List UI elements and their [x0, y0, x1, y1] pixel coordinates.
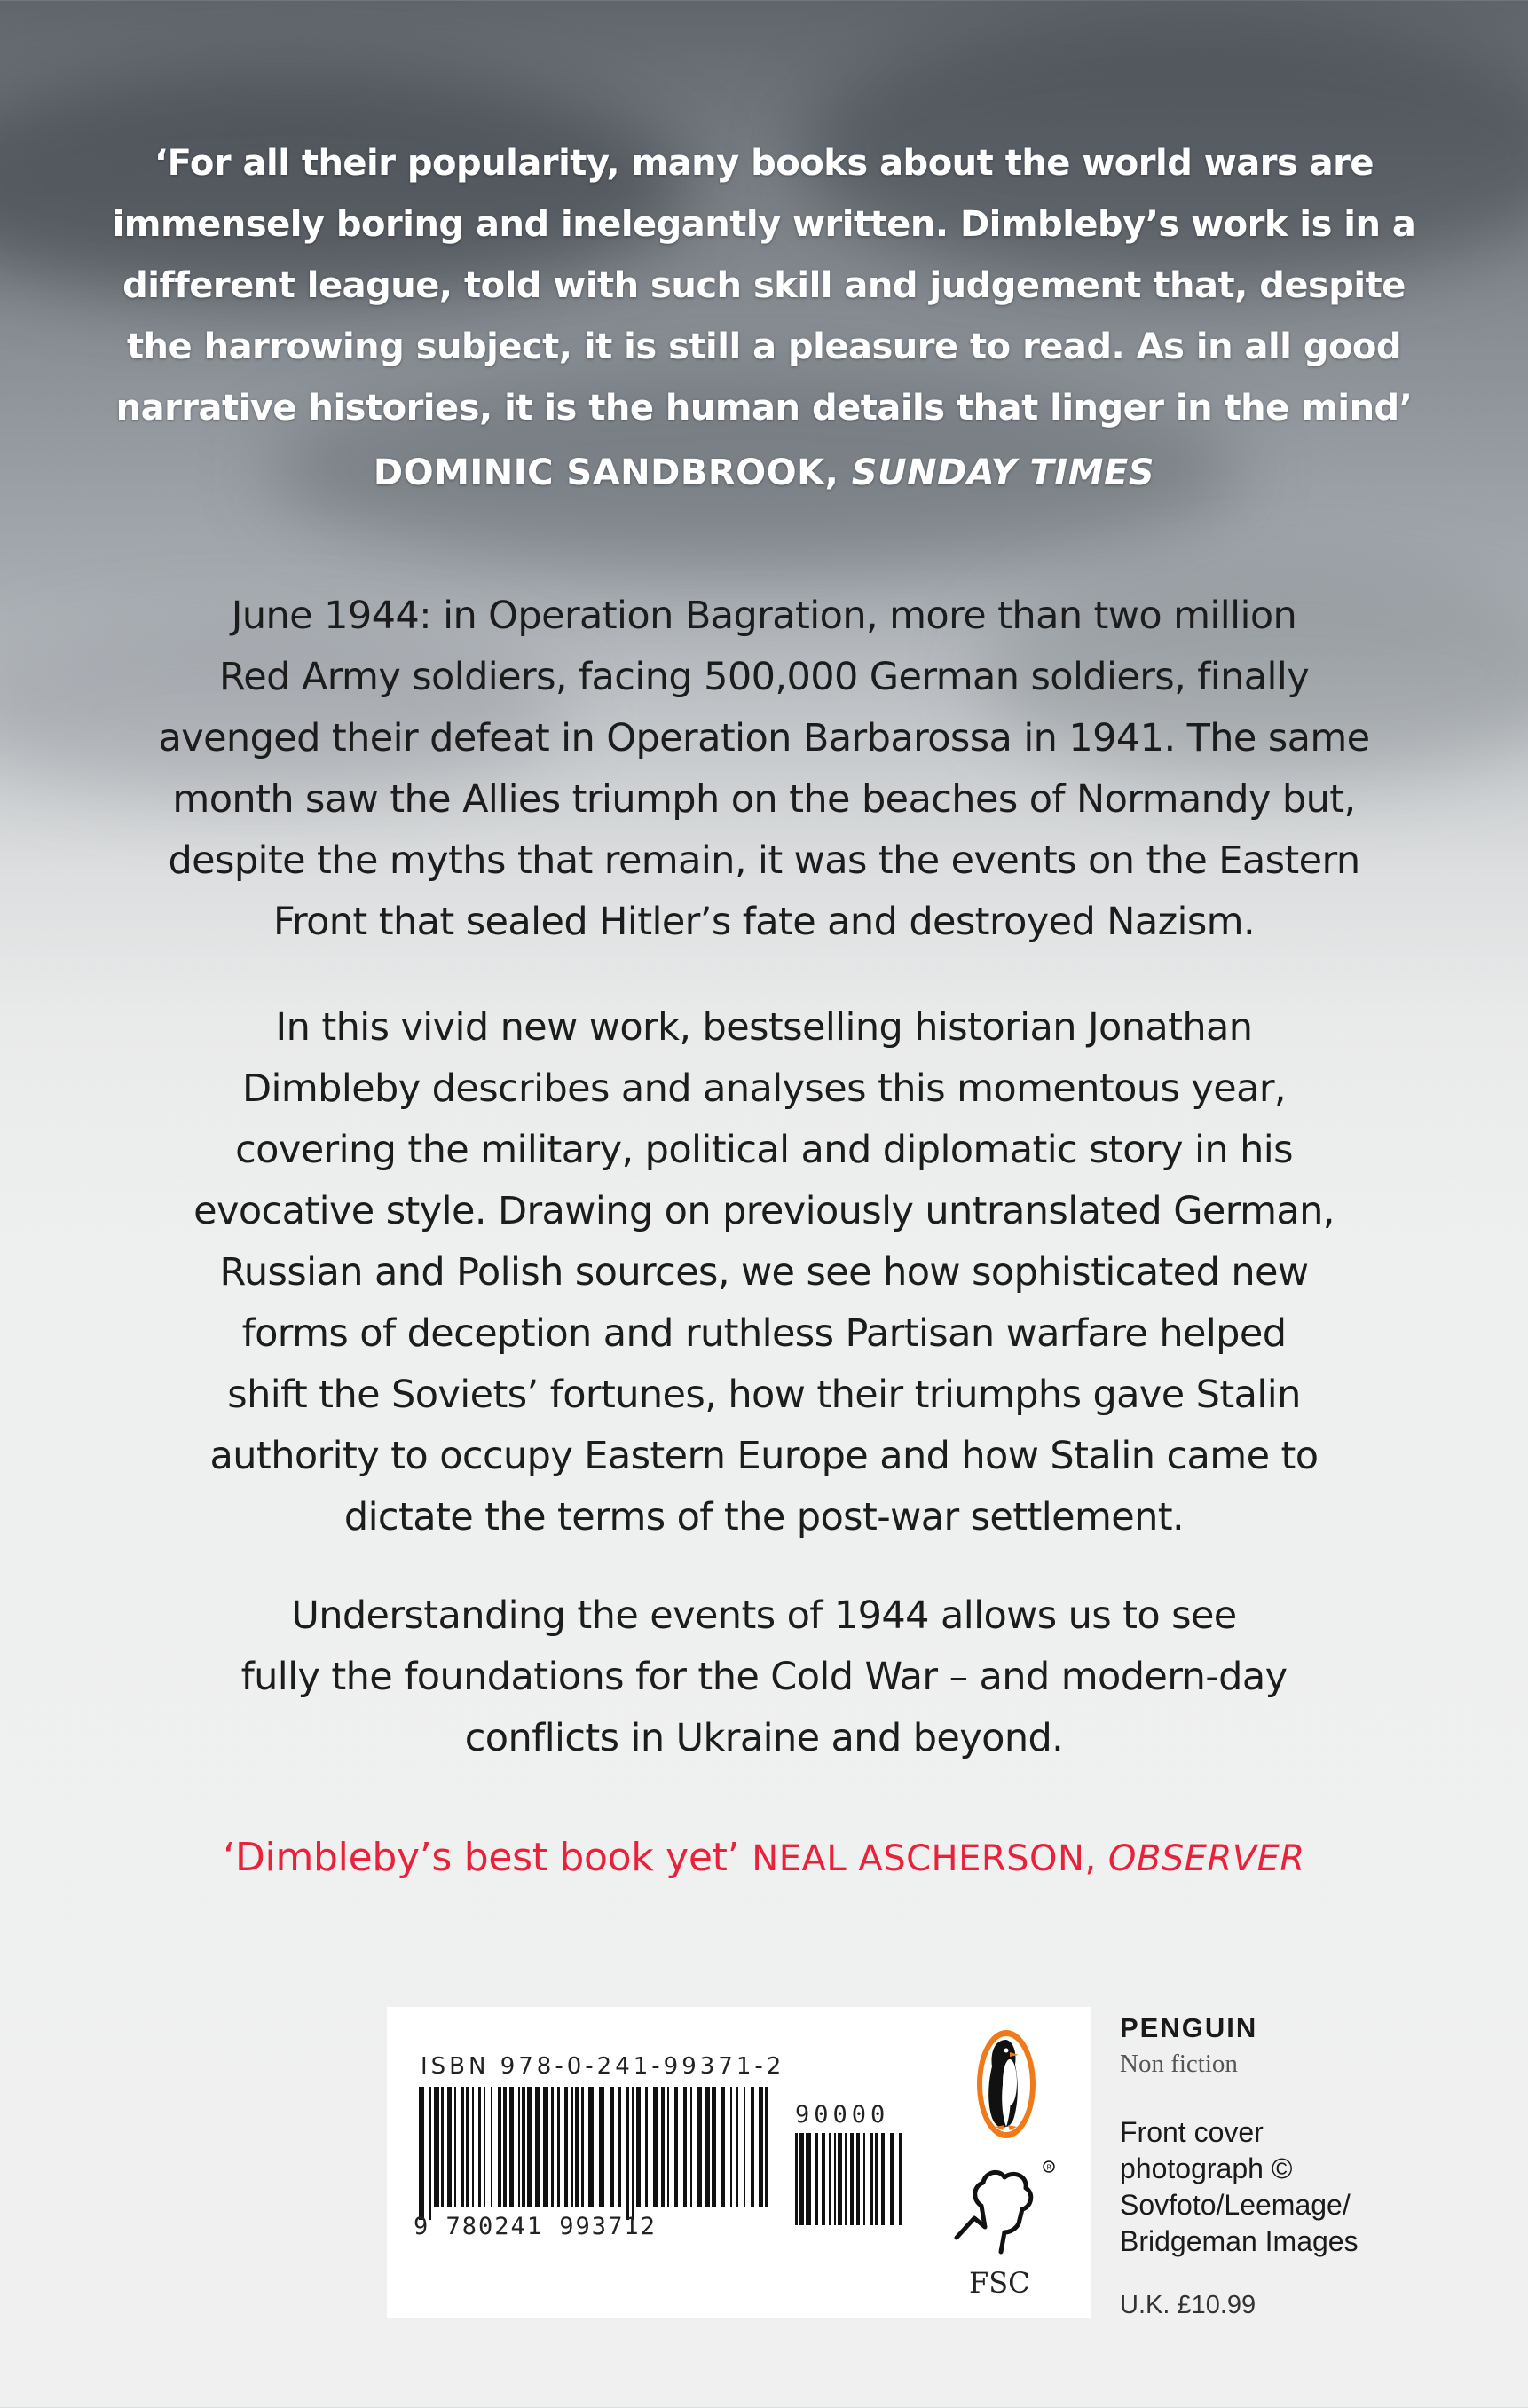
barcode-bar [447, 2087, 452, 2207]
barcode-bar [815, 2133, 818, 2225]
barcode-bar [795, 2133, 798, 2225]
barcode-bar [881, 2133, 885, 2225]
barcode-bar [419, 2087, 424, 2220]
paragraph-line: June 1944: in Operation Bagration, more than two million [231, 594, 1297, 638]
quote-line: immensely boring and inelegantly written. Dimbleby’s work is in a [112, 204, 1416, 245]
barcode-bar [765, 2087, 768, 2207]
barcode-bar [751, 2087, 754, 2207]
barcode-bar [721, 2087, 725, 2207]
barcode-bar [618, 2087, 621, 2207]
barcode-bar [799, 2133, 804, 2225]
barcode-bar [472, 2087, 474, 2207]
paragraph-line: dictate the terms of the post-war settlement. [343, 1495, 1185, 1539]
quote-line: narrative histories, it is the human details that linger in the mind’ [115, 388, 1413, 429]
barcode-bar [441, 2087, 444, 2207]
barcode-bar [736, 2087, 738, 2207]
barcode-bar [522, 2087, 525, 2207]
barcode-main-icon [419, 2087, 774, 2220]
barcode-bar [632, 2087, 634, 2220]
credit-line: photograph © [1120, 2152, 1293, 2184]
barcode-bar [863, 2133, 865, 2225]
barcode-bar [822, 2133, 825, 2225]
quote-text: ‘Dimbleby’s best book yet’ [223, 1835, 740, 1880]
barcode-bar [498, 2087, 501, 2207]
paragraph-line: Russian and Polish sources, we see how sophisticated new [219, 1250, 1309, 1294]
barcode-bar [705, 2087, 710, 2207]
barcode-bar [551, 2087, 554, 2207]
barcode-bar [661, 2087, 665, 2207]
fsc-tree-icon [951, 2156, 1058, 2262]
barcode-bar [690, 2087, 692, 2207]
svg-text:R: R [1046, 2163, 1052, 2172]
barcode-bar [856, 2133, 860, 2225]
barcode-bar [610, 2087, 614, 2207]
isbn-label: ISBN 978-0-241-99371-2 [421, 2053, 785, 2080]
paragraph-line: forms of deception and ruthless Partisan warfare helped [241, 1311, 1287, 1356]
barcode-bar [875, 2133, 878, 2225]
credit-line: Bridgeman Images [1120, 2225, 1359, 2257]
barcode-bar [806, 2133, 811, 2225]
paragraph-line: Front that sealed Hitler’s fate and destroyed Nazism. [272, 900, 1256, 944]
barcode-bar [712, 2087, 716, 2207]
barcode-addon-icon [795, 2133, 910, 2238]
barcode-bar [527, 2087, 532, 2207]
barcode-bar [491, 2087, 492, 2207]
credit-line: Front cover [1120, 2116, 1264, 2148]
barcode-bar [645, 2087, 648, 2207]
review-quote-bottom [0, 1835, 1528, 1880]
barcode-bar [838, 2133, 842, 2225]
paragraph-line: month saw the Allies triumph on the beaches of Normandy but, [172, 777, 1356, 822]
review-quote-top [0, 133, 1528, 439]
barcode-bar [730, 2087, 732, 2207]
barcode-bar [626, 2087, 629, 2220]
barcode-bar [535, 2087, 540, 2207]
publisher-name: PENGUIN [1120, 2012, 1258, 2043]
fsc-label: FSC [969, 2266, 1030, 2300]
barcode-bar [461, 2087, 464, 2207]
paragraph-line: In this vivid new work, bestselling historian Jonathan [275, 1005, 1253, 1050]
barcode-digits: 9 780241 993712 [414, 2213, 657, 2240]
quote-line: the harrowing subject, it is still a pleasure to read. As in all good [126, 327, 1402, 367]
quote-line: different league, told with such skill and judgement that, despite [122, 265, 1406, 306]
barcode-bar [683, 2087, 687, 2207]
barcode-bar [571, 2087, 573, 2207]
barcode-bar [845, 2133, 847, 2225]
attribution-source: SUNDAY TIMES [851, 452, 1155, 493]
barcode-bar [674, 2087, 678, 2207]
barcode-bar [759, 2087, 763, 2207]
barcode-bar [543, 2087, 548, 2207]
review-attribution-top [0, 452, 1528, 493]
barcode-bar [575, 2087, 579, 2207]
barcode-addon-digits: 90000 [795, 2101, 890, 2129]
barcode-bar [454, 2087, 456, 2207]
barcode-bar [434, 2087, 439, 2207]
book-category: Non fiction [1120, 2050, 1238, 2078]
barcode-bar [850, 2133, 854, 2225]
paragraph-line: despite the myths that remain, it was the events on the Eastern [168, 838, 1360, 883]
paragraph-line: Understanding the events of 1944 allows us to see [291, 1594, 1237, 1638]
barcode-bar [899, 2133, 902, 2225]
barcode-bar [599, 2087, 604, 2207]
barcode-bar [667, 2087, 669, 2207]
paragraph-line: shift the Soviets’ fortunes, how their triumphs gave Stalin [227, 1373, 1301, 1417]
quote-line: ‘For all their popularity, many books about the world wars are [154, 143, 1374, 184]
barcode-bar [557, 2087, 560, 2207]
paragraph-line: Red Army soldiers, facing 500,000 German soldiers, finally [218, 655, 1310, 699]
paragraph-line: covering the military, political and diplomatic story in his [235, 1128, 1293, 1172]
description-paragraph-1 [0, 586, 1528, 953]
barcode-bar [697, 2087, 702, 2207]
paragraph-line: fully the foundations for the Cold War – and modern-day [240, 1655, 1288, 1699]
credit-line: Sovfoto/Leemage/ [1120, 2189, 1351, 2221]
cover-credit [1120, 2114, 1359, 2260]
barcode-bar [564, 2087, 568, 2207]
barcode-bar [588, 2087, 594, 2207]
barcode-bar [429, 2087, 431, 2220]
barcode-bar [890, 2133, 894, 2225]
paragraph-line: evocative style. Drawing on previously untranslated German, [193, 1189, 1335, 1233]
barcode-bar [636, 2087, 641, 2207]
barcode-bar [518, 2087, 520, 2207]
barcode-bar [466, 2087, 469, 2207]
barcode-bar [829, 2133, 831, 2225]
description-paragraph-3 [0, 1586, 1528, 1769]
price-label: U.K. £10.99 [1120, 2291, 1256, 2319]
description-paragraph-2 [0, 997, 1528, 1548]
barcode-bar [509, 2087, 514, 2207]
barcode-bar [870, 2133, 873, 2225]
barcode-bar [478, 2087, 481, 2207]
attribution-name: DOMINIC SANDBROOK, [373, 452, 839, 493]
barcode-bar [484, 2087, 485, 2207]
attribution-name: NEAL ASCHERSON, [752, 1838, 1097, 1879]
paragraph-line: conflicts in Ukraine and beyond. [464, 1716, 1064, 1760]
barcode-bar [834, 2133, 836, 2225]
penguin-logo-icon [974, 2027, 1038, 2141]
paragraph-line: avenged their defeat in Operation Barbarossa in 1941. The same [158, 716, 1370, 760]
barcode-bar [653, 2087, 658, 2207]
paragraph-line: Dimbleby describes and analyses this momentous year, [242, 1066, 1286, 1111]
paragraph-line: authority to occupy Eastern Europe and how Stalin came to [209, 1434, 1319, 1478]
barcode-bar [581, 2087, 584, 2207]
barcode-bar [744, 2087, 745, 2207]
barcode-bar [503, 2087, 507, 2207]
attribution-source: OBSERVER [1107, 1838, 1305, 1879]
